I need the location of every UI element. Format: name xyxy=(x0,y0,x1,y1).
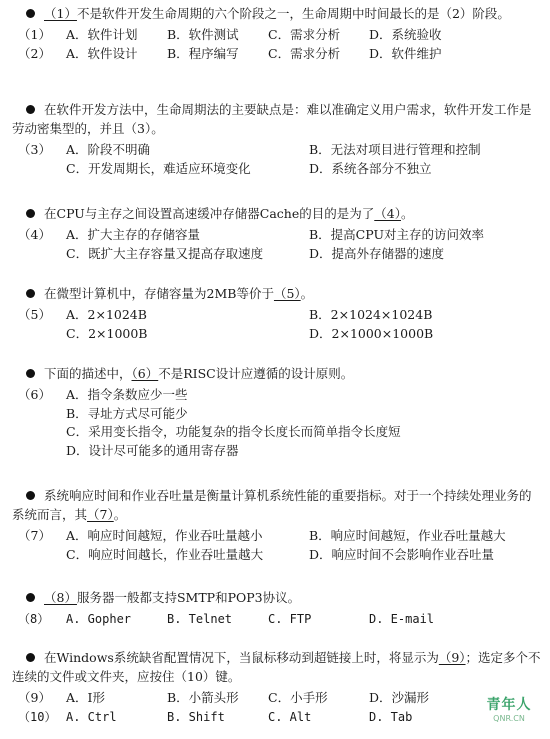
bullet-icon xyxy=(26,593,35,602)
question-stem: 在Windows系统缺省配置情况下，当鼠标移动到超链接上时，将显示为（9）；选定多个不连续的文件或文件夹，应按住（10）键。 xyxy=(12,650,541,684)
bullet-icon xyxy=(26,9,35,18)
answer-blank: （5） xyxy=(273,286,301,301)
bullet-icon xyxy=(26,491,35,500)
question-1 xyxy=(12,4,542,63)
question-stem: 下面的描述中，（6）不是RISC设计应遵循的设计原则。 xyxy=(12,364,542,383)
question-4 xyxy=(12,284,542,343)
option-row: （10） A. Ctrl B. Shift C. Alt D. Tab xyxy=(18,709,413,724)
option-row: C．采用变长指令，功能复杂的指令长度长而简单指令长度短 xyxy=(66,424,401,439)
option-row: D．设计尽可能多的通用寄存器 xyxy=(66,442,239,458)
question-stem: 在软件开发方法中，生命周期法的主要缺点是：难以准确定义用户需求，软件开发工作是劳动密集型的，并且（3）。 xyxy=(12,102,532,136)
bullet-icon xyxy=(26,289,35,298)
options xyxy=(12,306,542,343)
question-stem: 在CPU与主存之间设置高速缓冲存储器Cache的目的是为了（4）。 xyxy=(12,204,542,223)
bullet-icon xyxy=(26,209,35,218)
option-row: B．寻址方式尽可能少 xyxy=(66,405,188,421)
question-8 xyxy=(12,648,542,726)
option-row: C．2×1000B D．2×1000×1000B xyxy=(66,325,434,341)
question-stem: （8）服务器一般都支持SMTP和POP3协议。 xyxy=(12,588,542,607)
options xyxy=(12,610,542,629)
bullet-icon xyxy=(26,105,35,114)
question-3 xyxy=(12,204,542,263)
option-row: C．开发周期长，难适应环境变化 D．系统各部分不独立 xyxy=(66,160,432,176)
option-row: C．既扩大主存容量又提高存取速度 D．提高外存储器的速度 xyxy=(66,245,445,261)
options xyxy=(12,689,542,726)
option-row: （5） A．2×1024B B．2×1024×1024B xyxy=(18,307,433,322)
option-row: （8） A. Gopher B. Telnet C. FTP D. E-mail xyxy=(18,612,435,626)
answer-blank: （4） xyxy=(374,206,401,221)
question-5 xyxy=(12,364,542,460)
question-2 xyxy=(12,100,542,178)
option-row: （2） A．软件设计 B．程序编写 C．需求分析 D．软件维护 xyxy=(18,45,442,61)
answer-blank: （9） xyxy=(438,650,466,665)
option-row: （4） A．扩大主存的存储容量 B．提高CPU对主存的访问效率 xyxy=(18,227,484,242)
question-stem: 系统响应时间和作业吞吐量是衡量计算机系统性能的重要指标。对于一个持续处理业务的系统而言，其（7）。 xyxy=(12,488,532,522)
bullet-icon xyxy=(26,369,35,378)
option-row: （1） A．软件计划 B．软件测试 C．需求分析 D．系统验收 xyxy=(18,27,442,42)
question-6 xyxy=(12,486,542,564)
options xyxy=(12,26,542,63)
options xyxy=(12,386,542,460)
options xyxy=(12,226,542,263)
bullet-icon xyxy=(26,653,35,662)
option-row: （3） A．阶段不明确 B．无法对项目进行管理和控制 xyxy=(18,142,481,157)
answer-blank: （1） xyxy=(44,6,77,21)
answer-blank: （6） xyxy=(131,366,159,381)
question-stem: 在微型计算机中，存储容量为2MB等价于（5）。 xyxy=(12,284,542,303)
option-row: （6） A．指令条数应少一些 xyxy=(18,387,188,402)
options xyxy=(12,527,542,564)
question-7 xyxy=(12,588,542,629)
logo-text: 青年人 xyxy=(486,697,532,713)
option-row: （7） A．响应时间越短，作业吞吐量越小 B．响应时间越短，作业吞吐量越大 xyxy=(18,528,506,543)
logo-domain: QNR.CN xyxy=(493,714,525,723)
option-row: （9） A．I形 B．小箭头形 C．小手形 D．沙漏形 xyxy=(18,690,430,705)
answer-blank: （7） xyxy=(87,507,114,522)
answer-blank: （8） xyxy=(44,590,77,605)
option-row: C．响应时间越长，作业吞吐量越大 D．响应时间不会影响作业吞吐量 xyxy=(66,546,495,562)
options xyxy=(12,141,542,178)
question-stem: （1）不是软件开发生命周期的六个阶段之一，生命周期中时间最长的是（2）阶段。 xyxy=(12,4,542,23)
site-logo xyxy=(474,694,544,723)
